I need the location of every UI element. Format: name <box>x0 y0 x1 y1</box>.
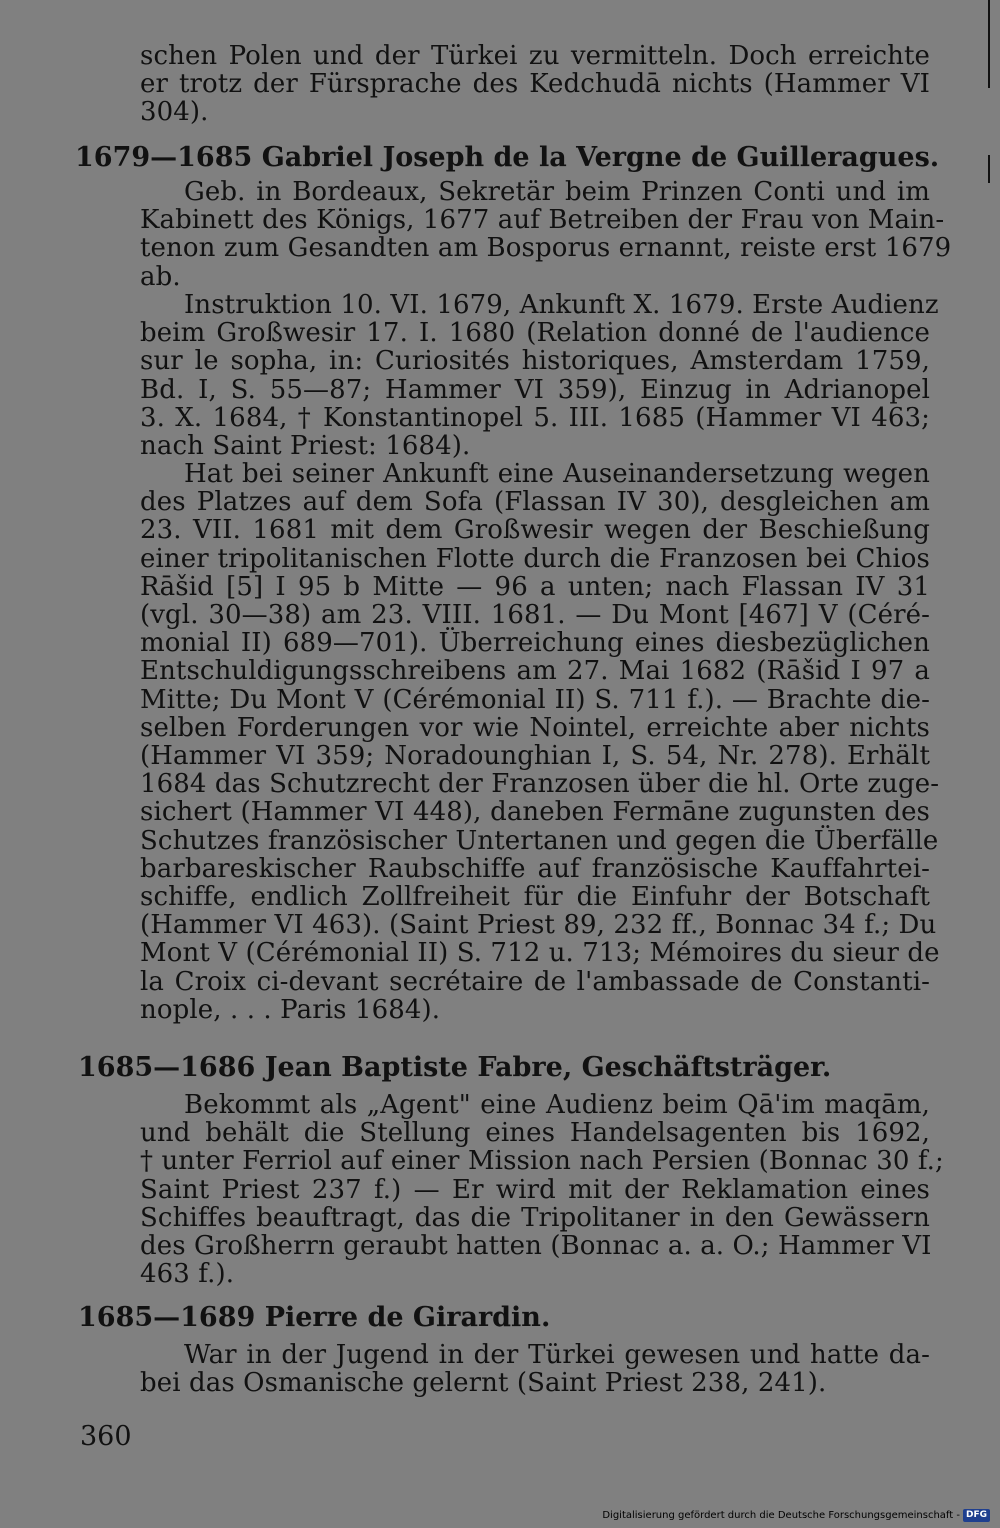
footer-credit <box>602 1509 990 1522</box>
text-line: ab. <box>140 261 181 292</box>
text-line: (Hammer VI 359; Noradounghian I, S. 54, Nr. 278). Erhält <box>140 741 930 772</box>
text-line: sur le sopha, in: Curiosités historiques, Amsterdam 1759, <box>140 346 930 377</box>
text-line: Mont V (Cérémonial II) S. 712 u. 713; Mémoires du sieur de <box>140 938 940 969</box>
text-line: 304). <box>140 97 209 128</box>
text-line: beim Großwesir 17. I. 1680 (Relation donné de l'audience <box>140 318 930 349</box>
text-line: er trotz der Fürsprache des Kedchudā nichts (Hammer VI <box>140 69 930 100</box>
intro-paragraph <box>140 42 930 127</box>
footer-text: Digitalisierung gefördert durch die Deutsche Forschungsgemeinschaft - <box>602 1510 960 1521</box>
entry-paragraph <box>140 1090 944 1290</box>
text-line: (vgl. 30—38) am 23. VIII. 1681. — Du Mont [467] V (Céré- <box>140 600 930 631</box>
page-edge-line <box>988 0 990 88</box>
entry-paragraph <box>140 459 940 1025</box>
text-line: (Hammer VI 463). (Saint Priest 89, 232 ff., Bonnac 34 f.; Du <box>140 910 937 941</box>
text-line: Rāšid [5] I 95 b Mitte — 96 a unten; nach Flassan IV 31 <box>140 571 930 602</box>
text-line: Instruktion 10. VI. 1679, Ankunft X. 1679. Erste Audienz <box>184 290 939 320</box>
entry-paragraph <box>140 177 952 292</box>
text-line: nople, . . . Paris 1684). <box>140 994 441 1025</box>
entry-paragraph <box>140 290 939 462</box>
text-line: nach Saint Priest: 1684). <box>140 431 471 462</box>
text-line: sichert (Hammer VI 448), daneben Fermāne zugunsten des <box>140 797 930 828</box>
text-line: † unter Ferriol auf einer Mission nach Persien (Bonnac 30 f.; <box>140 1146 944 1177</box>
text-line: Mitte; Du Mont V (Cérémonial II) S. 711 f.). — Brachte die- <box>140 684 930 715</box>
text-line: tenon zum Gesandten am Bosporus ernannt, reiste erst 1679 <box>140 233 952 264</box>
entry-paragraph <box>140 1341 930 1397</box>
entry-heading: 1685—1689 Pierre de Girardin. <box>78 1302 551 1333</box>
text-line: einer tripolitanischen Flotte durch die Franzosen bei Chios <box>140 543 930 574</box>
text-line: la Croix ci-devant secrétaire de l'ambassade de Constanti- <box>140 966 930 997</box>
text-line: Saint Priest 237 f.) — Er wird mit der Reklamation eines <box>140 1174 930 1205</box>
page-edge-line <box>988 155 990 183</box>
text-line: bei das Osmanische gelernt (Saint Priest 238, 241). <box>140 1368 827 1399</box>
text-line: schen Polen und der Türkei zu vermitteln. Doch erreichte <box>140 41 930 71</box>
text-line: Geb. in Bordeaux, Sekretär beim Prinzen Conti und im <box>184 177 930 207</box>
text-line: Kabinett des Königs, 1677 auf Betreiben der Frau von Main- <box>140 205 945 236</box>
text-line: des Großherrn geraubt hatten (Bonnac a. a. O.; Hammer VI <box>140 1231 932 1262</box>
text-line: selben Forderungen vor wie Nointel, erreichte aber nichts <box>140 712 930 743</box>
text-line: und behält die Stellung eines Handelsagenten bis 1692, <box>140 1118 930 1149</box>
text-line: Schutzes französischer Untertanen und gegen die Überfälle <box>140 825 939 856</box>
text-line: Entschuldigungsschreibens am 27. Mai 1682 (Rāšid I 97 a <box>140 656 930 687</box>
text-line: Bekommt als „Agent" eine Audienz beim Qā'im maqām, <box>184 1090 930 1120</box>
entry-heading: 1685—1686 Jean Baptiste Fabre, Geschäftsträger. <box>78 1052 832 1083</box>
text-line: 23. VII. 1681 mit dem Großwesir wegen der Beschießung <box>140 515 930 546</box>
text-line: Bd. I, S. 55—87; Hammer VI 359), Einzug in Adrianopel <box>140 374 930 405</box>
text-line: monial II) 689—701). Überreichung eines diesbezüglichen <box>140 628 930 659</box>
text-line: schiffe, endlich Zollfreiheit für die Einfuhr der Botschaft <box>140 882 930 913</box>
page-number: 360 <box>80 1421 132 1452</box>
text-line: 1684 das Schutzrecht der Franzosen über die hl. Orte zuge- <box>140 769 940 800</box>
entry-heading: 1679—1685 Gabriel Joseph de la Vergne de Guilleragues. <box>75 142 940 173</box>
text-line: 3. X. 1684, † Konstantinopel 5. III. 1685 (Hammer VI 463; <box>140 402 930 433</box>
text-line: barbareskischer Raubschiffe auf französische Kauffahrtei- <box>140 853 930 884</box>
text-line: 463 f.). <box>140 1259 235 1290</box>
text-line: Schiffes beauftragt, das die Tripolitaner in den Gewässern <box>140 1202 930 1233</box>
dfg-logo-icon: DFG <box>963 1509 990 1522</box>
text-line: War in der Jugend in der Türkei gewesen und hatte da- <box>184 1340 930 1370</box>
text-line: Hat bei seiner Ankunft eine Auseinandersetzung wegen <box>184 459 930 489</box>
text-line: des Platzes auf dem Sofa (Flassan IV 30), desgleichen am <box>140 487 930 518</box>
